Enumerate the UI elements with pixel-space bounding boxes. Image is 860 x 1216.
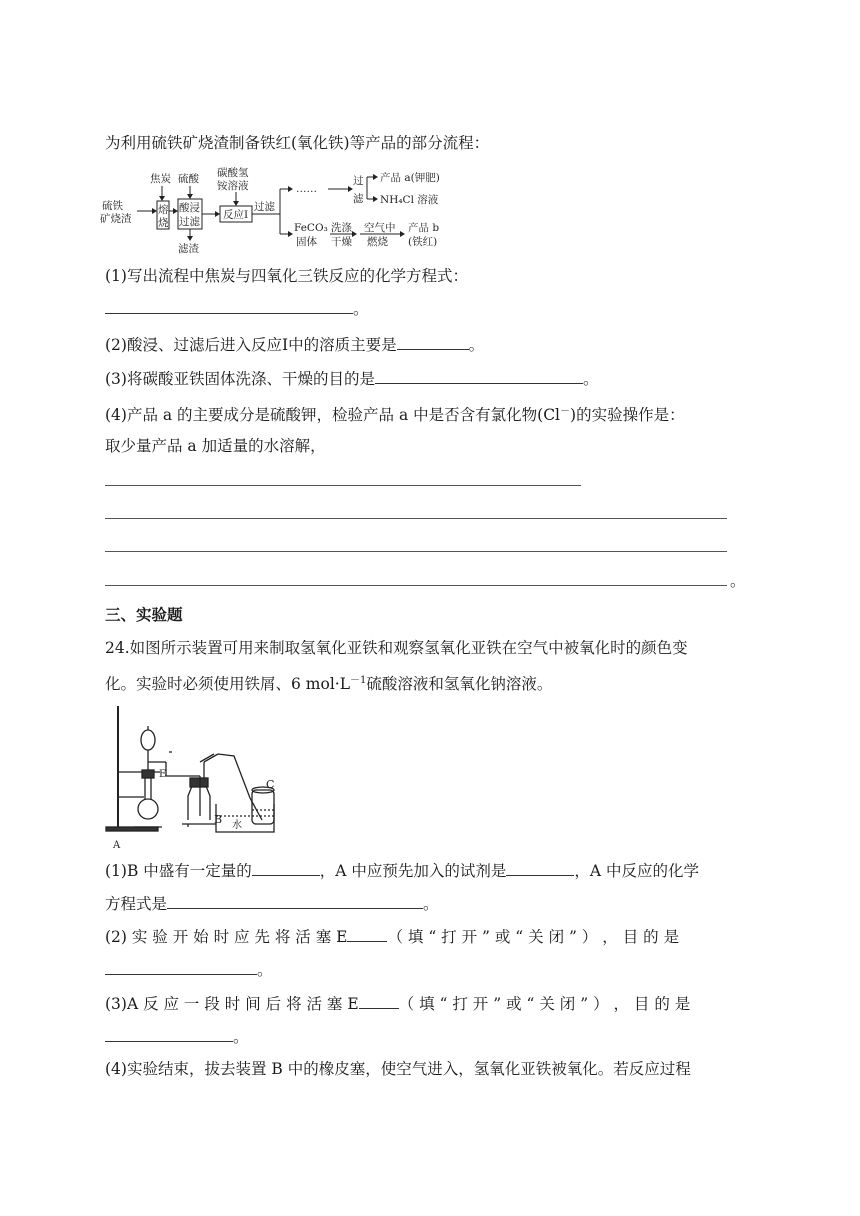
answer-blank[interactable] [506,859,574,876]
flow-dots: …… [296,183,317,195]
flow-liusuan: 硫酸 [178,173,199,185]
question-1-answer [105,297,369,320]
part-3-end: 。 [233,1028,249,1046]
part-2-line2 [105,958,273,981]
question-4-tail: )的实验操作是： [570,406,685,425]
answer-line[interactable] [105,584,727,586]
apparatus-diagram [104,702,284,850]
flow-suanjin-2: 过滤 [179,216,200,228]
question-24-line2 [105,670,552,695]
question-4-text: (4)产品 a 的主要成分是硫酸钾，检验产品 a 中是否含有氯化物(Cl [105,406,561,425]
flow-fanying: 反应Ⅰ [223,209,249,221]
flow-suanjin-1: 酸浸 [179,202,200,214]
flow-guolv2-2: 滤 [353,193,364,205]
part-1-text-d: 方程式是 [105,895,168,913]
question-24-tail: 硫酸溶液和氢氧化钠溶液。 [366,675,553,694]
answer-line[interactable] [105,517,727,519]
part-3 [105,992,690,1015]
question-4 [105,401,685,426]
question-24-text: 化。实验时必须使用铁屑、6 mol·L [105,675,350,694]
flow-start-2: 矿烧渣 [100,213,132,225]
flow-reagent-2: 铵溶液 [217,180,249,192]
answer-blank[interactable] [397,333,469,350]
question-2 [105,333,484,356]
part-2-text-b: （ 填 “ 打 开 ” 或 “ 关 闭 ” ） ， 目 的 是 [387,928,680,946]
intro-text: 为利用硫铁矿烧渣制备铁红(氧化铁)等产品的部分流程： [105,134,490,152]
question-4-sup: － [560,406,571,417]
answer-blank[interactable] [359,992,399,1009]
question-2-end: 。 [468,336,485,354]
part-3-text-b: （ 填 “ 打 开 ” 或 “ 关 闭 ” ） ， 目 的 是 [398,995,691,1013]
part-2 [105,925,679,948]
part-1-line2 [105,892,439,915]
part-2-text: (2) 实 验 开 始 时 应 先 将 活 塞 E [105,928,348,946]
question-4-end: 。 [730,572,746,590]
answer-blank[interactable] [167,892,423,909]
question-1-end: 。 [353,300,369,318]
apparatus-label-water: 水 [232,820,242,831]
part-3-text: (3)A 反 应 一 段 时 间 后 将 活 塞 E [105,995,359,1013]
flow-reagent-1: 碳酸氢 [217,167,249,179]
part-1-text-b: ，A 中应预先加入的试剂是 [319,862,507,880]
answer-line[interactable] [105,484,581,486]
answer-blank[interactable] [375,367,583,384]
section-heading: 三、实验题 [105,606,183,624]
answer-line[interactable] [105,550,727,552]
flow-start-1: 硫铁 [102,200,123,212]
flow-chart [100,164,460,254]
flow-product-b-2: (铁红) [408,236,438,248]
part-4: (4)实验结束，拔去装置 B 中的橡皮塞，使空气进入，氢氧化亚铁被氧化。若反应过程 [105,1060,691,1078]
question-24-sup: －1 [350,675,367,686]
part-1-text: (1)B 中盛有一定量的 [105,862,252,880]
flow-xidi-1: 洗涤 [331,222,352,234]
question-3-end: 。 [582,370,599,388]
flow-jiaotan: 焦炭 [150,173,171,185]
apparatus-label-e: E [159,769,167,780]
part-1 [105,859,699,882]
flow-nh4cl: NH₄Cl 溶液 [380,194,439,206]
question-3 [105,367,598,390]
flow-product-a: 产品 a(钾肥) [380,172,440,184]
apparatus-label-c: C [266,778,275,791]
question-1: (1)写出流程中焦炭与四氧化三铁反应的化学方程式： [105,267,468,285]
flow-feco3-2: 固体 [296,236,317,248]
answer-blank[interactable] [105,958,257,975]
apparatus-label-b: B [214,813,223,826]
flow-rongshao-1: 熔 [158,204,169,216]
flow-xidi-2: 干燥 [331,236,352,248]
answer-blank[interactable] [252,859,320,876]
part-2-end: 。 [257,961,273,979]
apparatus-label-a: A [113,840,121,850]
part-1-end: 。 [423,895,439,913]
flow-kongqi-1: 空气中 [364,222,396,234]
question-3-text: (3)将碳酸亚铁固体洗涤、干燥的目的是 [105,370,375,388]
part-3-line2 [105,1025,249,1048]
flow-feco3-1: FeCO₃ [294,222,328,234]
answer-blank[interactable] [105,297,353,314]
part-1-text-c: ，A 中反应的化学 [574,862,700,880]
question-24-line1: 24.如图所示装置可用来制取氢氧化亚铁和观察氢氧化亚铁在空气中被氧化时的颜色变 [105,639,688,657]
flow-kongqi-2: 燃烧 [367,236,388,248]
flow-rongshao-2: 烧 [158,217,169,229]
flow-lvzha: 滤渣 [178,243,199,254]
answer-blank[interactable] [347,925,387,942]
question-2-text: (2)酸浸、过滤后进入反应Ⅰ中的溶质主要是 [105,336,397,354]
flow-product-b-1: 产品 b [408,222,440,234]
question-4-line2: 取少量产品 a 加适量的水溶解， [105,437,326,455]
answer-blank[interactable] [105,1025,233,1042]
flow-guolv: 过滤 [254,201,275,213]
flow-guolv2-1: 过 [353,175,364,187]
